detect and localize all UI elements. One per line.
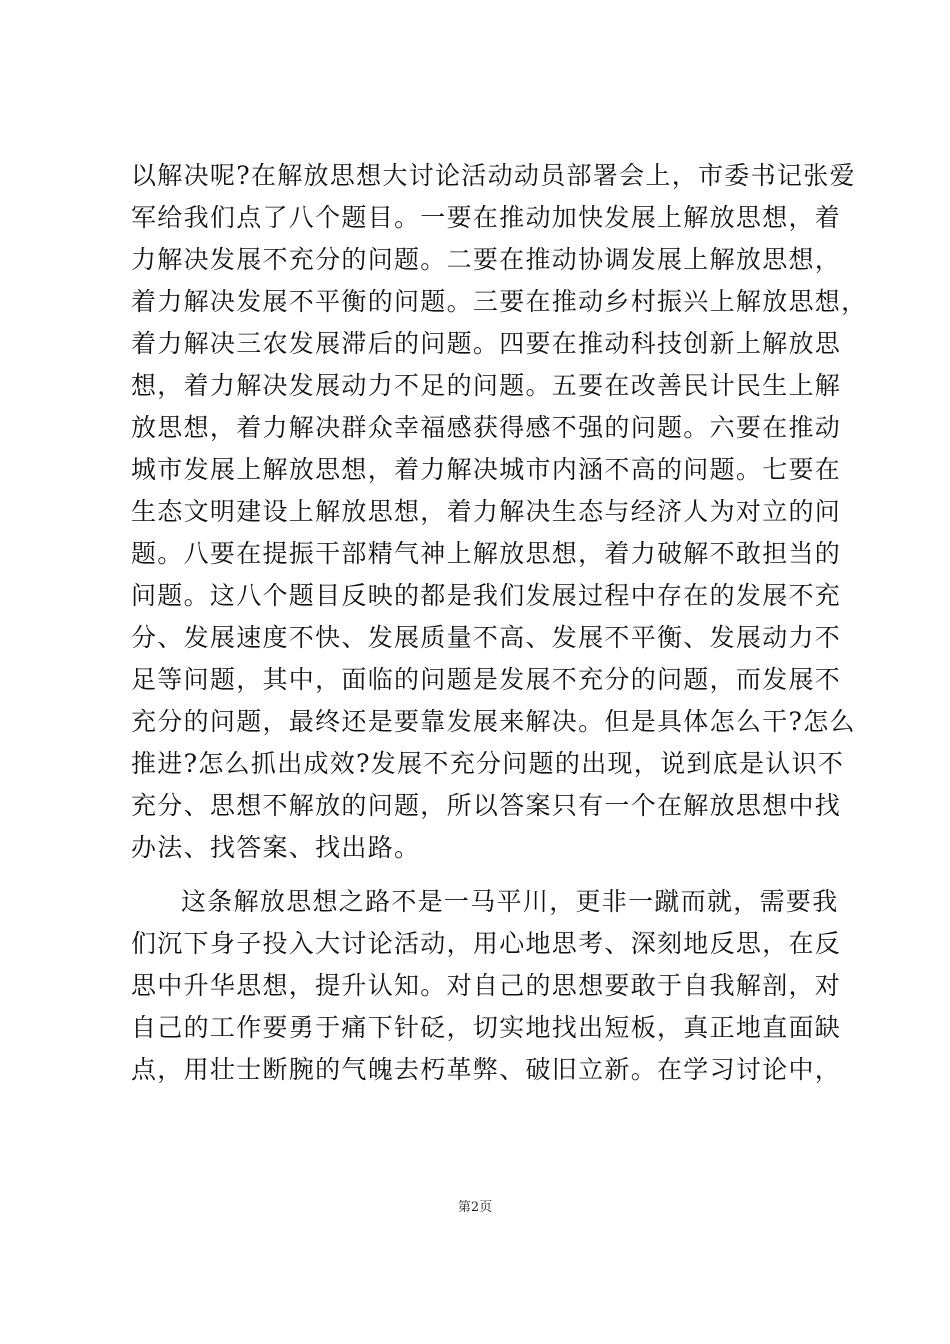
text-line: 足等问题，其中，面临的问题是发展不充分的问题，而发展不 <box>131 665 842 694</box>
text-line: 思中升华思想，提升认知。对自己的思想要敢于自我解剖，对 <box>131 971 842 1000</box>
text-line: 军给我们点了八个题目。一要在推动加快发展上解放思想，着 <box>131 203 842 232</box>
text-line: 城市发展上解放思想，着力解决城市内涵不高的问题。七要在 <box>131 455 842 484</box>
text-line: 力解决发展不充分的问题。二要在推动协调发展上解放思想， <box>131 245 842 274</box>
text-line: 着力解决三农发展滞后的问题。四要在推动科技创新上解放思 <box>131 329 842 358</box>
text-line: 这条解放思想之路不是一马平川，更非一蹴而就，需要我 <box>181 887 839 916</box>
text-line: 充分、思想不解放的问题，所以答案只有一个在解放思想中找 <box>131 791 842 820</box>
text-line: 自己的工作要勇于痛下针砭，切实地找出短板，真正地直面缺 <box>131 1013 842 1042</box>
text-line: 点，用壮士断腕的气魄去朽革弊、破旧立新。在学习讨论中， <box>131 1055 842 1084</box>
text-line: 着力解决发展不平衡的问题。三要在推动乡村振兴上解放思想， <box>131 287 868 316</box>
paragraph-gap <box>131 869 831 881</box>
text-line: 生态文明建设上解放思想，着力解决生态与经济人为对立的问 <box>131 497 842 526</box>
text-line: 想，着力解决发展动力不足的问题。五要在改善民计民生上解 <box>131 371 842 400</box>
document-body <box>131 155 868 1091</box>
text-line: 分、发展速度不快、发展质量不高、发展不平衡、发展动力不 <box>131 623 842 652</box>
page-number: 第2页 <box>457 1200 493 1215</box>
text-line: 推进?怎么抓出成效?发展不充分问题的出现，说到底是认识不 <box>131 749 845 778</box>
text-line: 充分的问题，最终还是要靠发展来解决。但是具体怎么干?怎么 <box>131 707 856 736</box>
text-line: 题。八要在提振干部精气神上解放思想，着力破解不敢担当的 <box>131 539 842 568</box>
text-line: 办法、找答案、找出路。 <box>131 833 421 862</box>
text-line: 放思想，着力解决群众幸福感获得感不强的问题。六要在推动 <box>131 413 842 442</box>
text-line: 以解决呢?在解放思想大讨论活动动员部署会上，市委书记张爱 <box>131 161 856 190</box>
text-line: 问题。这八个题目反映的都是我们发展过程中存在的发展不充 <box>131 581 842 610</box>
text-line: 们沉下身子投入大讨论活动，用心地思考、深刻地反思，在反 <box>131 929 842 958</box>
